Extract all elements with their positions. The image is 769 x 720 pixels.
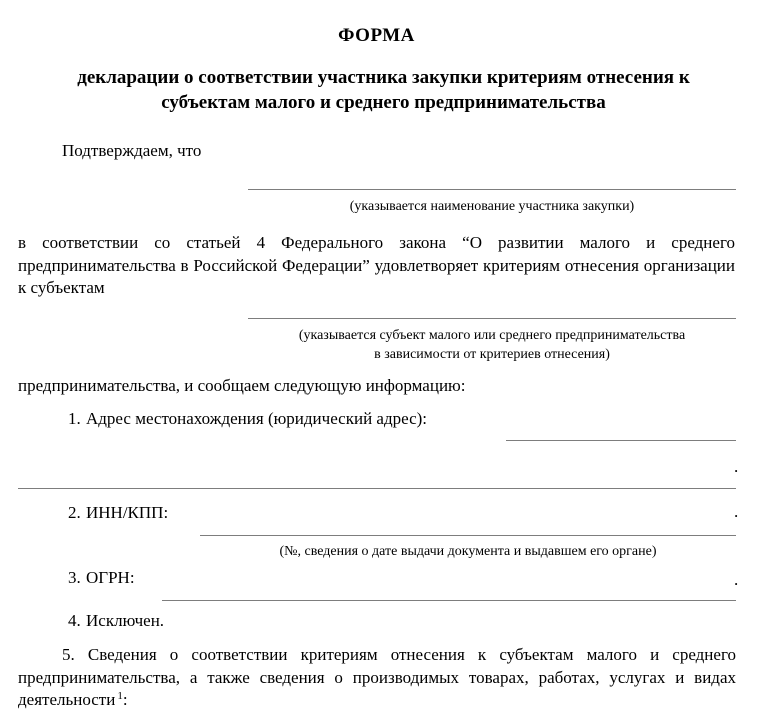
item-2-label: ИНН/КПП: bbox=[86, 503, 169, 522]
item-5-number: 5. bbox=[62, 645, 75, 664]
item-3-number: 3. bbox=[68, 568, 81, 587]
subject-type-caption-line-1: (указывается субъект малого или среднего предпринимательства bbox=[298, 328, 686, 343]
item-1-label: Адрес местонахождения (юридический адрес): bbox=[86, 409, 428, 428]
item-2-fill-rule[interactable] bbox=[200, 535, 736, 536]
page-title: ФОРМА bbox=[338, 25, 415, 46]
item-4-number: 4. bbox=[68, 611, 81, 630]
item-5-footnote-marker: 1 bbox=[117, 689, 123, 702]
item-2-caption: (№, сведения о дате выдачи документа и выдавшем его органе) bbox=[279, 544, 657, 559]
subject-type-caption-line-2: в зависимости от критериев отнесения) bbox=[374, 347, 610, 362]
continuation-text: предпринимательства, и сообщаем следующую информацию: bbox=[18, 376, 466, 395]
item-5-suffix: : bbox=[122, 690, 128, 710]
participant-name-caption: (указывается наименование участника закупки) bbox=[349, 199, 635, 214]
body-paragraph: в соответствии со статьей 4 Федерального закона “О развитии малого и среднего предпринимательства в Российской Федерации” удовлетворяет критериям отнесения организации к субъектам bbox=[18, 233, 735, 298]
participant-name-fill-rule[interactable] bbox=[248, 189, 736, 190]
item-4-label: Исключен. bbox=[86, 611, 165, 630]
item-1-number: 1. bbox=[68, 409, 81, 428]
subject-type-fill-rule[interactable] bbox=[248, 318, 736, 319]
item-1-fill-rule-upper[interactable] bbox=[506, 440, 736, 441]
item-1-terminator: . bbox=[734, 457, 739, 476]
item-3-label: ОГРН: bbox=[86, 568, 135, 587]
item-5-label: Сведения о соответствии критериям отнесения к субъектам малого и среднего предпринимательства, а также сведения о производимых товарах, работах, услугах и видах деятельности bbox=[18, 645, 736, 710]
item-5-paragraph bbox=[18, 644, 736, 712]
item-3-fill-rule[interactable] bbox=[162, 600, 736, 601]
item-2-terminator: . bbox=[734, 502, 739, 521]
page-subtitle: декларации о соответствии участника закупки критериям отнесения к субъектам малого и среднего предпринимательства bbox=[77, 66, 690, 113]
item-2-number: 2. bbox=[68, 503, 81, 522]
confirm-intro-text: Подтверждаем, что bbox=[62, 141, 202, 161]
item-3-terminator: . bbox=[734, 570, 739, 589]
item-1-fill-rule-lower[interactable] bbox=[18, 488, 736, 489]
